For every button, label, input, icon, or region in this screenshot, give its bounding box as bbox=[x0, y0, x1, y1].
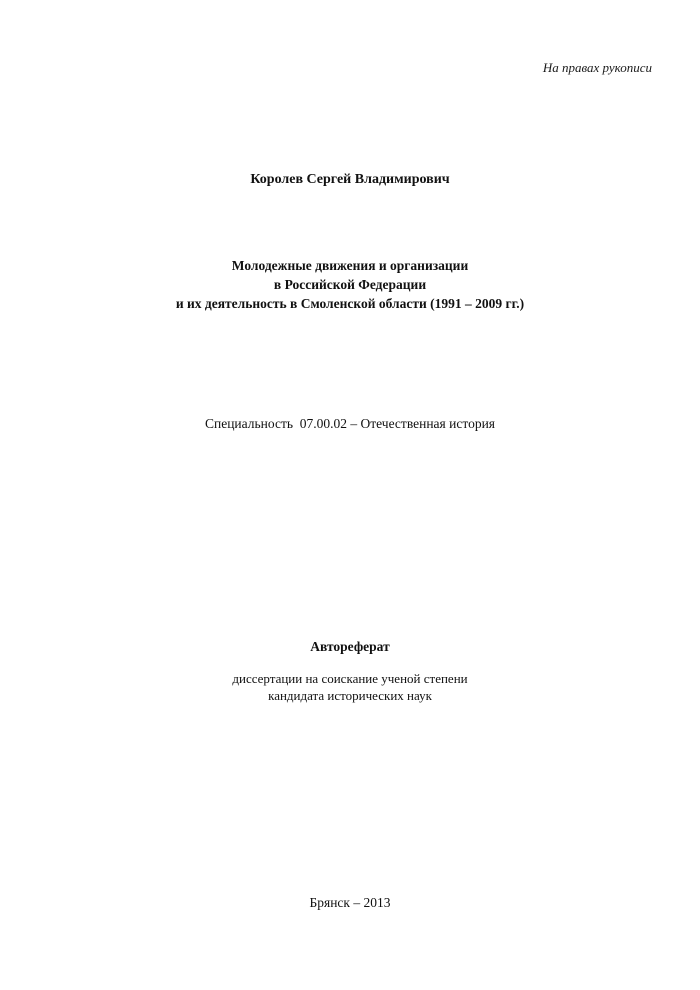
description-line-1: диссертации на соискание ученой степени bbox=[232, 671, 468, 686]
title-line-1: Молодежные движения и организации bbox=[231, 258, 469, 273]
document-description bbox=[0, 670, 700, 704]
dissertation-title bbox=[0, 256, 700, 313]
specialty-line: Специальность 07.00.02 – Отечественная история bbox=[204, 416, 496, 431]
description-line-2: кандидата исторических наук bbox=[268, 688, 432, 703]
author-name: Королев Сергей Владимирович bbox=[250, 172, 450, 187]
place-and-year: Брянск – 2013 bbox=[309, 895, 391, 910]
document-type: Автореферат bbox=[310, 639, 390, 654]
title-line-3: и их деятельность в Смоленской области (1991 – 2009 гг.) bbox=[175, 296, 525, 311]
title-line-2: в Российской Федерации bbox=[273, 277, 427, 292]
manuscript-rights-note: На правах рукописи bbox=[542, 60, 652, 75]
